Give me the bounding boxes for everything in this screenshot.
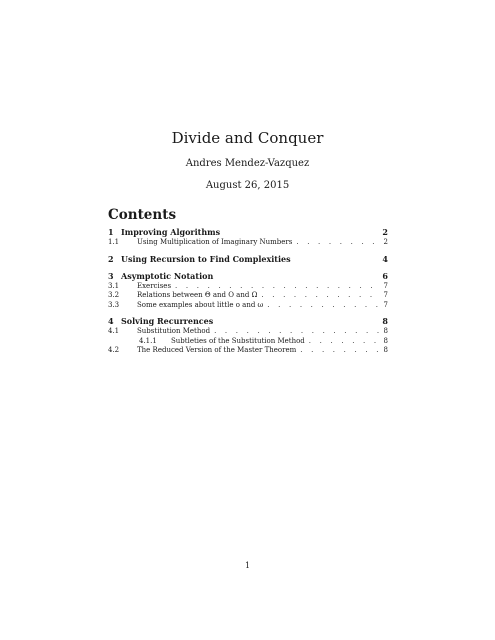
- toc-subsection-label: Substitution Method: [137, 327, 211, 335]
- toc-page-number: 7: [383, 300, 388, 309]
- toc-section-2[interactable]: [108, 253, 388, 265]
- toc-subsection-1-1[interactable]: [108, 238, 388, 248]
- toc-section-label: Using Recursion to Find Complexities: [121, 253, 291, 264]
- toc-page-number: 4: [382, 253, 388, 264]
- toc-subsection-number: 4.1: [108, 327, 120, 335]
- toc-page-number: 7: [383, 291, 388, 299]
- toc-page-number: 8: [382, 316, 388, 326]
- toc-leader-dots: [300, 346, 379, 356]
- toc-page-number: 2: [382, 227, 388, 237]
- toc-subsubsection-label: Subtleties of the Substitution Method: [171, 336, 305, 345]
- contents-heading: Contents: [108, 207, 177, 223]
- toc-subsubsection-number: 4.1.1: [139, 336, 157, 345]
- toc-section-1[interactable]: [108, 226, 388, 238]
- toc-subsection-4-2[interactable]: [108, 346, 388, 356]
- toc-subsection-number: 3.2: [108, 291, 120, 299]
- toc-section-number: 2: [108, 253, 114, 264]
- toc-page-number: 7: [383, 281, 388, 290]
- document-title: Divide and Conquer: [171, 129, 324, 147]
- toc-section-label: Asymptotic Notation: [121, 270, 214, 281]
- toc-subsection-label: The Reduced Version of the Master Theorem: [137, 346, 297, 354]
- page-number-footer: 1: [244, 561, 251, 570]
- toc-page-number: 8: [383, 327, 388, 335]
- toc-page-number: 8: [383, 346, 388, 354]
- document-author: Andres Mendez-Vazquez: [185, 158, 310, 169]
- toc-page-number: 2: [383, 238, 388, 246]
- toc-page-number: 6: [382, 270, 388, 281]
- document-date: August 26, 2015: [205, 180, 290, 191]
- toc-leader-dots: [267, 301, 379, 311]
- toc-subsection-number: 3.3: [108, 300, 120, 309]
- toc-leader-dots: [175, 282, 379, 292]
- toc-subsection-3-1[interactable]: [108, 282, 388, 292]
- toc-subsection-number: 4.2: [108, 346, 120, 354]
- toc-subsection-3-2[interactable]: [108, 291, 388, 301]
- toc-section-label: Improving Algorithms: [121, 227, 221, 237]
- toc-subsection-label: Exercises: [137, 281, 172, 290]
- table-of-contents: [108, 226, 388, 356]
- toc-section-4[interactable]: [108, 315, 388, 327]
- toc-subsection-4-1[interactable]: [108, 327, 388, 337]
- toc-section-number: 1: [108, 227, 114, 237]
- toc-section-3[interactable]: [108, 270, 388, 282]
- toc-subsection-label: Using Multiplication of Imaginary Numbers: [137, 238, 293, 246]
- toc-page-number: 8: [383, 336, 388, 345]
- toc-section-label: Solving Recurrences: [121, 316, 214, 326]
- toc-subsection-number: 3.1: [108, 281, 120, 290]
- toc-leader-dots: [214, 327, 379, 337]
- toc-subsubsection-4-1-1[interactable]: [108, 337, 388, 347]
- toc-subsection-3-3[interactable]: [108, 301, 388, 311]
- toc-subsection-number: 1.1: [108, 238, 120, 246]
- toc-leader-dots: [296, 238, 379, 248]
- toc-subsection-label: Relations between Θ and O and Ω: [137, 291, 258, 299]
- toc-leader-dots: [261, 291, 379, 301]
- toc-subsection-label: Some examples about little o and ω: [137, 300, 264, 309]
- toc-section-number: 4: [108, 316, 114, 326]
- toc-section-number: 3: [108, 270, 114, 281]
- toc-leader-dots: [309, 337, 379, 347]
